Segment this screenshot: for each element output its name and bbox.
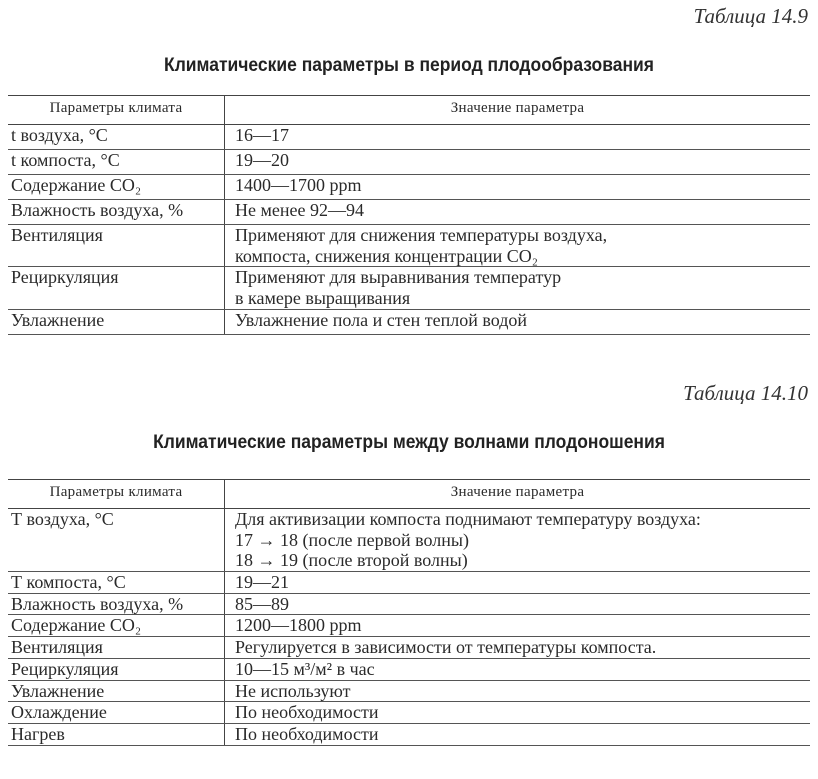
table-header-row xyxy=(8,96,810,125)
column-header-value: Значение параметра xyxy=(225,96,811,125)
table-row xyxy=(8,637,810,659)
value-line: Применяют для выравнивания температур xyxy=(235,267,562,288)
value-line: 10—15 м³/м² в час xyxy=(235,658,375,679)
value-line: компоста, снижения концентрации СО₂ xyxy=(235,245,538,266)
table-body xyxy=(8,509,810,746)
value-cell xyxy=(225,509,811,572)
table-row xyxy=(8,267,810,309)
value-cell xyxy=(225,175,811,200)
value-cell xyxy=(225,658,811,680)
climate-table xyxy=(8,479,810,746)
table-body xyxy=(8,125,810,335)
value-cell xyxy=(225,572,811,594)
value-line: 85—89 xyxy=(235,593,289,614)
parameter-cell: Вентиляция xyxy=(8,637,225,659)
table-number: Таблица 14.10 xyxy=(683,381,808,405)
value-line: Увлажнение пола и стен теплой водой xyxy=(235,309,527,330)
table-title: Климатические параметры в период плодообразования xyxy=(164,55,654,76)
value-line: Для активизации компоста поднимают температуру воздуха: xyxy=(235,509,701,529)
parameter-cell: Т воздуха, °С xyxy=(8,509,225,572)
table-number: Таблица 14.9 xyxy=(693,4,808,28)
table-row xyxy=(8,658,810,680)
parameter-cell: Влажность воздуха, % xyxy=(8,200,225,225)
value-line: 1400—1700 ppm xyxy=(235,175,362,195)
parameter-cell: Нагрев xyxy=(8,723,225,745)
value-cell xyxy=(225,200,811,225)
column-header-parameter: Параметры климата xyxy=(8,480,225,509)
value-line: 18 → 19 (после второй волны) xyxy=(235,550,468,571)
value-cell xyxy=(225,680,811,702)
parameter-cell: t воздуха, °С xyxy=(8,125,225,150)
value-cell xyxy=(225,723,811,745)
table-row xyxy=(8,125,810,150)
value-line: Не используют xyxy=(235,680,351,701)
value-cell xyxy=(225,150,811,175)
value-cell xyxy=(225,309,811,334)
table-row xyxy=(8,509,810,572)
value-cell xyxy=(225,225,811,267)
value-cell xyxy=(225,125,811,150)
table-row xyxy=(8,150,810,175)
value-cell xyxy=(225,637,811,659)
table-row xyxy=(8,175,810,200)
parameter-cell: Охлаждение xyxy=(8,702,225,724)
parameter-cell: Рециркуляция xyxy=(8,658,225,680)
value-line: 17 → 18 (после первой волны) xyxy=(235,529,470,550)
table-row xyxy=(8,593,810,615)
parameter-cell: Увлажнение xyxy=(8,680,225,702)
value-line: 1200—1800 ppm xyxy=(235,615,362,636)
table-row xyxy=(8,615,810,637)
value-line: 19—20 xyxy=(235,150,289,170)
value-line: По необходимости xyxy=(235,723,379,744)
table-row xyxy=(8,702,810,724)
table-row xyxy=(8,225,810,267)
table-row xyxy=(8,200,810,225)
column-header-parameter: Параметры климата xyxy=(8,96,225,125)
table-row xyxy=(8,309,810,334)
value-line: Применяют для снижения температуры воздуха, xyxy=(235,225,608,245)
table-header-row xyxy=(8,480,810,509)
table-row xyxy=(8,572,810,594)
table-row xyxy=(8,680,810,702)
value-line: По необходимости xyxy=(235,702,379,723)
value-line: 16—17 xyxy=(235,125,289,145)
parameter-cell: Т компоста, °С xyxy=(8,572,225,594)
value-line: в камере выращивания xyxy=(235,288,411,309)
value-cell xyxy=(225,702,811,724)
table-row xyxy=(8,723,810,745)
parameter-cell: Влажность воздуха, % xyxy=(8,593,225,615)
table-title: Климатические параметры между волнами плодоношения xyxy=(153,432,665,453)
value-line: 19—21 xyxy=(235,572,289,593)
parameter-cell: Увлажнение xyxy=(8,309,225,334)
value-cell xyxy=(225,267,811,309)
value-cell xyxy=(225,593,811,615)
parameter-cell: t компоста, °С xyxy=(8,150,225,175)
value-line: Регулируется в зависимости от температуры компоста. xyxy=(235,637,657,658)
value-cell xyxy=(225,615,811,637)
column-header-value: Значение параметра xyxy=(225,480,811,509)
climate-table xyxy=(8,95,810,335)
parameter-cell: Содержание СО₂ xyxy=(8,175,225,200)
parameter-cell: Содержание СО₂ xyxy=(8,615,225,637)
parameter-cell: Рециркуляция xyxy=(8,267,225,309)
parameter-cell: Вентиляция xyxy=(8,225,225,267)
value-line: Не менее 92—94 xyxy=(235,200,364,220)
